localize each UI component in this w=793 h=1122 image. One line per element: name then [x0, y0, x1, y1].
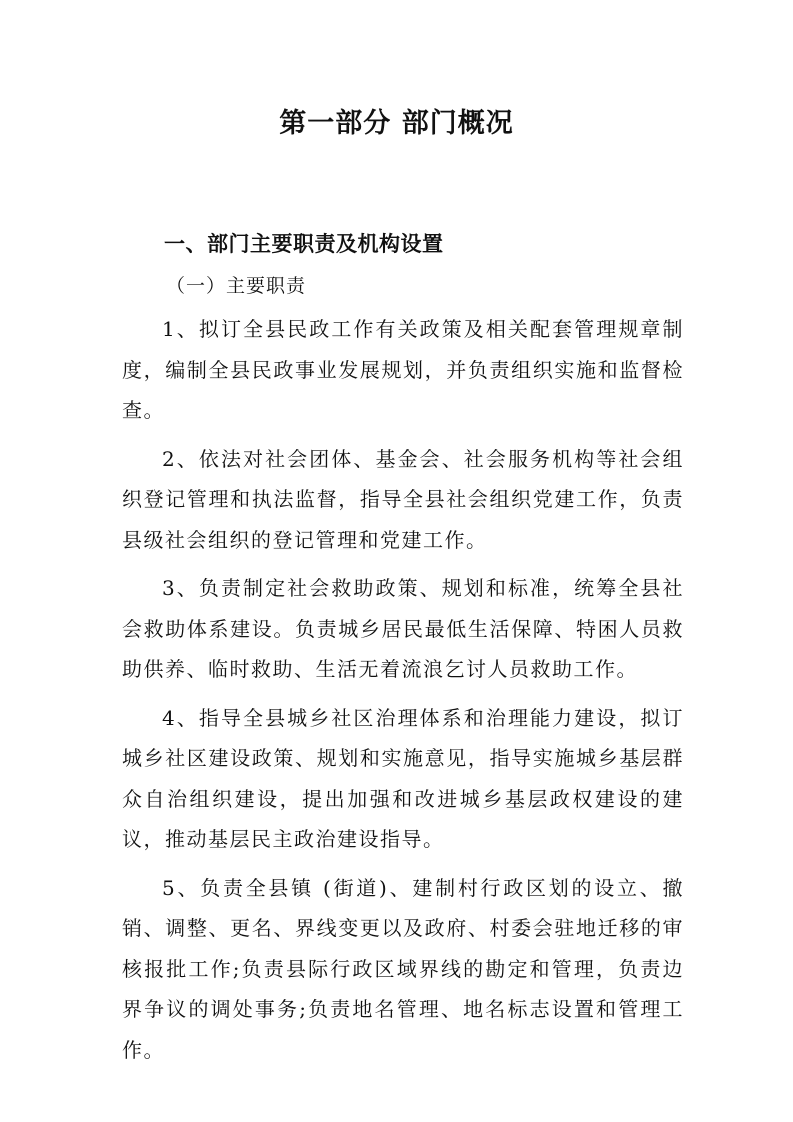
paragraph-4: 4、指导全县城乡社区治理体系和治理能力建设，拟订城乡社区建设政策、规划和实施意见，指导实施城乡基层群众自治组织建设，提出加强和改进城乡基层政权建设的建议，推动基层民主政治建设指导。: [122, 705, 684, 851]
body-text: [122, 309, 684, 1078]
section-heading: 一、部门主要职责及机构设置: [164, 232, 444, 256]
paragraph-5: 5、负责全县镇 (街道)、建制村行政区划的设立、撤销、调整、更名、界线变更以及政府、村委会驻地迁移的审核报批工作;负责县际行政区域界线的勘定和管理，负责边界争议的调处事务;负责地名管理、地名标志设置和管理工作。: [122, 875, 684, 1062]
sub-heading: （一）主要职责: [166, 275, 307, 297]
paragraph-3: 3、负责制定社会救助政策、规划和标准，统筹全县社会救助体系建设。负责城乡居民最低生活保障、特困人员救助供养、临时救助、生活无着流浪乞讨人员救助工作。: [122, 576, 684, 681]
paragraph-1: 1、拟订全县民政工作有关政策及相关配套管理规章制度，编制全县民政事业发展规划，并负责组织实施和监督检查。: [122, 317, 684, 422]
page-title: 第一部分 部门概况: [279, 108, 514, 139]
paragraph-2: 2、依法对社会团体、基金会、社会服务机构等社会组织登记管理和执法监督，指导全县社会组织党建工作，负责县级社会组织的登记管理和党建工作。: [122, 446, 684, 552]
